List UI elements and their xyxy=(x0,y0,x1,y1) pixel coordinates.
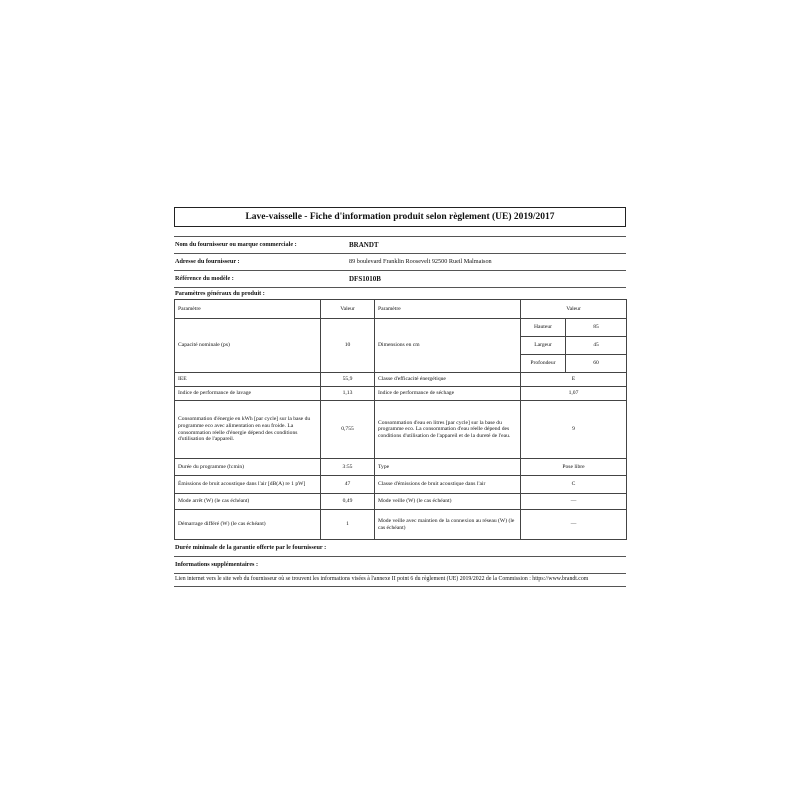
header-param-2: Paramètre xyxy=(375,300,521,319)
duration-label: Durée du programme (h:min) xyxy=(175,459,321,476)
noise-class-value: C xyxy=(521,476,627,494)
drying-index-label: Indice de performance de séchage xyxy=(375,387,521,401)
energy-consumption-value: 0,755 xyxy=(321,401,375,459)
table-header-row xyxy=(175,300,627,319)
standby-label: Mode veille (W) (le cas échéant) xyxy=(375,494,521,510)
type-label: Type xyxy=(375,459,521,476)
networked-standby-label: Mode veille avec maintien de la connexion au réseau (W) (le cas échéant) xyxy=(375,510,521,540)
header-param: Paramètre xyxy=(175,300,321,319)
capacity-label: Capacité nominale (ps) xyxy=(175,319,321,373)
params-heading: Paramètres généraux du produit : xyxy=(175,290,265,297)
delay-start-value: 1 xyxy=(321,510,375,540)
standby-value: — xyxy=(521,494,627,510)
depth-value: 60 xyxy=(566,355,627,373)
table-row xyxy=(175,459,627,476)
height-label: Hauteur xyxy=(521,319,566,337)
table-row xyxy=(175,401,627,459)
energy-class-label: Classe d'efficacité énergétique xyxy=(375,373,521,387)
supplier-row xyxy=(174,236,626,254)
product-info-sheet xyxy=(174,207,626,587)
iee-label: IEE xyxy=(175,373,321,387)
address-label: Adresse du fournisseur : xyxy=(175,258,240,265)
extra-info-label: Informations supplémentaires : xyxy=(174,557,626,574)
supplier-label: Nom du fournisseur ou marque commerciale : xyxy=(175,241,297,248)
delay-start-label: Démarrage différé (W) (le cas échéant) xyxy=(175,510,321,540)
params-table xyxy=(174,299,627,540)
table-row xyxy=(175,476,627,494)
extra-info-text: Lien internet vers le site web du fournisseur où se trouvent les informations visées à l'annexe II point 6 du règlement (UE) 2019/2022 de la Commission : https://www.brandt.com xyxy=(174,574,626,587)
drying-index-value: 1,07 xyxy=(521,387,627,401)
energy-consumption-label: Consommation d'énergie en kWh [par cycle] sur la base du programme eco avec alimentation en eau froide. La consommation réelle d'énergie dépend des conditions d'utilisation de l'appareil. xyxy=(175,401,321,459)
model-label: Référence du modèle : xyxy=(175,275,234,282)
washing-index-value: 1,13 xyxy=(321,387,375,401)
duration-value: 3:55 xyxy=(321,459,375,476)
dimensions-label: Dimensions en cm xyxy=(375,319,521,373)
networked-standby-value: — xyxy=(521,510,627,540)
warranty-label: Durée minimale de la garantie offerte par le fournisseur : xyxy=(174,540,626,557)
off-mode-value: 0,49 xyxy=(321,494,375,510)
table-row xyxy=(175,373,627,387)
table-row xyxy=(175,319,627,337)
height-value: 85 xyxy=(566,319,627,337)
depth-label: Profondeur xyxy=(521,355,566,373)
noise-label: Émissions de bruit acoustique dans l'air [dB(A) re 1 pW] xyxy=(175,476,321,494)
table-row xyxy=(175,387,627,401)
width-label: Largeur xyxy=(521,337,566,355)
capacity-value: 10 xyxy=(321,319,375,373)
energy-class-value: E xyxy=(521,373,627,387)
supplier-value: BRANDT xyxy=(349,241,379,249)
washing-index-label: Indice de performance de lavage xyxy=(175,387,321,401)
noise-class-label: Classe d'émissions de bruit acoustique dans l'air xyxy=(375,476,521,494)
width-value: 45 xyxy=(566,337,627,355)
table-row xyxy=(175,510,627,540)
iee-value: 55,9 xyxy=(321,373,375,387)
water-consumption-value: 9 xyxy=(521,401,627,459)
water-consumption-label: Consommation d'eau en litres [par cycle] sur la base du programme eco. La consommation d'eau réelle dépend des conditions d'utilisation de l'appareil et de la dureté de l'eau. xyxy=(375,401,521,459)
noise-value: 47 xyxy=(321,476,375,494)
type-value: Pose libre xyxy=(521,459,627,476)
model-row xyxy=(174,271,626,288)
address-row xyxy=(174,254,626,271)
address-value: 89 boulevard Franklin Roosevelt 92500 Rueil Malmaison xyxy=(349,258,492,265)
header-value-2: Valeur xyxy=(521,300,627,319)
sheet-title: Lave-vaisselle - Fiche d'information produit selon règlement (UE) 2019/2017 xyxy=(174,207,626,227)
header-value: Valeur xyxy=(321,300,375,319)
model-value: DFS1010B xyxy=(349,275,381,283)
table-row xyxy=(175,494,627,510)
off-mode-label: Mode arrêt (W) (le cas échéant) xyxy=(175,494,321,510)
